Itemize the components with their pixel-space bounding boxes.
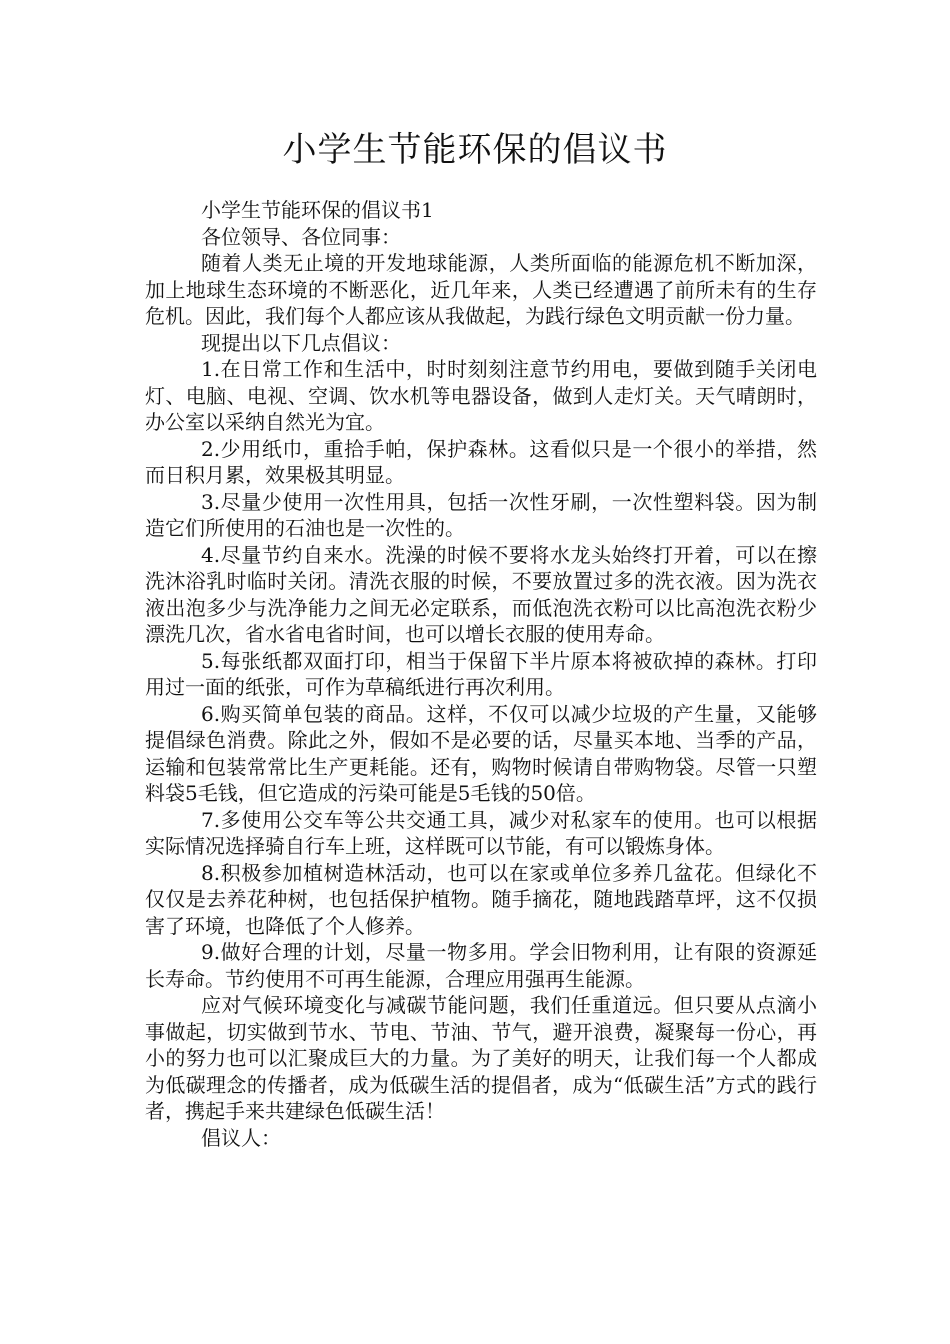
proposal-item-6: 6.购买简单包装的商品。这样，不仅可以减少垃圾的产生量，又能够提倡绿色消费。除此之外，假如不是必要的话，尽量买本地、当季的产品，运输和包装常常比生产更耗能。还有，购物时候请自带购物袋。尽管一只塑料袋5毛钱，但它造成的污染可能是5毛钱的50倍。 [145, 701, 817, 805]
proposal-item-9: 9.做好合理的计划，尽量一物多用。学会旧物利用，让有限的资源延长寿命。节约使用不可再生能源，合理应用强再生能源。 [145, 940, 817, 991]
document-title: 小学生节能环保的倡议书 [282, 130, 668, 170]
proposal-item-4: 4.尽量节约自来水。洗澡的时候不要将水龙头始终打开着，可以在擦洗沐浴乳时临时关闭。清洗衣服的时候，不要放置过多的洗衣液。因为洗衣液出泡多少与洗净能力之间无必定联系，而低泡洗衣粉可以比高泡洗衣粉少漂洗几次，省水省电省时间，也可以增长衣服的使用寿命。 [145, 542, 817, 646]
proposal-item-5: 5.每张纸都双面打印，相当于保留下半片原本将被砍掉的森林。打印用过一面的纸张，可作为草稿纸进行再次利用。 [145, 648, 817, 699]
closing-paragraph: 应对气候环境变化与减碳节能问题，我们任重道远。但只要从点滴小事做起，切实做到节水、节电、节油、节气，避开浪费，凝聚每一份心，再小的努力也可以汇聚成巨大的力量。为了美好的明天，让我们每一个人都成为低碳理念的传播者，成为低碳生活的提倡者，成为“低碳生活”方式的践行者，携起手来共建绿色低碳生活！ [145, 993, 817, 1123]
proposal-item-2: 2.少用纸巾，重拾手帕，保护森林。这看似只是一个很小的举措，然而日积月累，效果极其明显。 [145, 436, 817, 487]
proposal-lead: 现提出以下几点倡议： [201, 330, 401, 355]
document-body [145, 197, 817, 1151]
proposal-item-7: 7.多使用公交车等公共交通工具，减少对私家车的使用。也可以根据实际情况选择骑自行车上班，这样既可以节能，有可以锻炼身体。 [145, 807, 817, 858]
proposal-item-3: 3.尽量少使用一次性用具，包括一次性牙刷，一次性塑料袋。因为制造它们所使用的石油也是一次性的。 [145, 489, 817, 540]
signature-line: 倡议人： [201, 1125, 281, 1150]
section-heading: 小学生节能环保的倡议书1 [201, 198, 434, 222]
intro-paragraph: 随着人类无止境的开发地球能源，人类所面临的能源危机不断加深，加上地球生态环境的不断恶化，近几年来，人类已经遭遇了前所未有的生存危机。因此，我们每个人都应该从我做起，为践行绿色文明贡献一份力量。 [145, 251, 817, 328]
salutation: 各位领导、各位同事： [201, 224, 401, 249]
proposal-item-1: 1.在日常工作和生活中，时时刻刻注意节约用电，要做到随手关闭电灯、电脑、电视、空调、饮水机等电器设备，做到人走灯关。天气晴朗时，办公室以采纳自然光为宜。 [145, 357, 817, 434]
proposal-item-8: 8.积极参加植树造林活动，也可以在家或单位多养几盆花。但绿化不仅仅是去养花种树，也包括保护植物。随手摘花，随地践踏草坪，这不仅损害了环境，也降低了个人修养。 [145, 860, 817, 938]
